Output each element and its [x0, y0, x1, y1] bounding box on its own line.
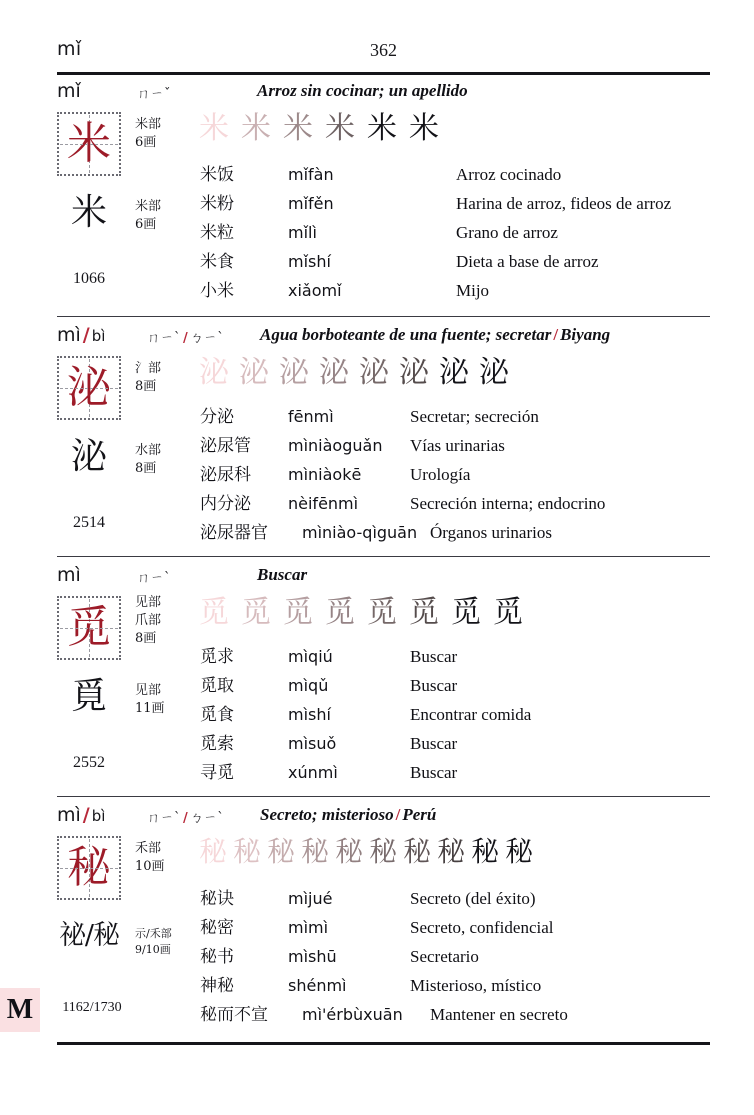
compound-definition: Misterioso, místico — [410, 976, 542, 995]
stroke-order-glyph: 泌 — [359, 355, 389, 390]
stroke-order-glyph: 秘 — [403, 835, 432, 868]
gloss-separator: / — [395, 805, 401, 824]
entry-index-number: 2552 — [73, 754, 105, 771]
radical-top: 禾部 — [135, 841, 162, 856]
radical-top: 米部 — [135, 117, 162, 132]
head-character-simplified: 米 — [67, 118, 111, 169]
entry-pinyin-alt: bì — [91, 807, 106, 825]
compound-row — [200, 278, 710, 307]
compound-hanzi: 觅食 — [200, 705, 234, 725]
compound-row — [200, 433, 710, 462]
radical-top: 见部 — [135, 595, 162, 610]
stroke-order-glyph: 泌 — [279, 355, 309, 390]
running-head — [57, 38, 710, 68]
entry-index-number: 1066 — [73, 270, 105, 287]
stroke-order-strip — [199, 835, 534, 868]
compound-pinyin: mǐfàn — [288, 165, 334, 184]
compound-hanzi: 米饭 — [200, 165, 234, 185]
compound-hanzi: 泌尿科 — [200, 465, 251, 485]
compound-row — [200, 673, 710, 702]
entry-header — [57, 804, 710, 832]
entry-pinyin — [57, 804, 105, 826]
entry-pinyin — [57, 564, 81, 586]
entry-zhuyin-main: ㄇㄧˋ — [147, 331, 182, 346]
compound-hanzi: 内分泌 — [200, 494, 251, 514]
footer-rule — [57, 1042, 710, 1045]
compound-definition: Órganos urinarios — [430, 523, 552, 542]
compound-row — [200, 220, 710, 249]
radical-info-top — [135, 116, 161, 152]
compound-definition: Buscar — [410, 676, 458, 695]
compound-pinyin: mìjué — [288, 889, 333, 908]
radical-info-top — [135, 594, 161, 648]
stroke-order-glyph: 觅 — [409, 595, 439, 630]
compound-definition: Buscar — [410, 763, 458, 782]
stroke-order-glyph: 秘 — [233, 835, 262, 868]
radical-bottom: 见部 — [135, 683, 162, 698]
compound-hanzi: 寻觅 — [200, 763, 234, 783]
compound-list — [200, 644, 710, 789]
strokes-bottom: 9/10画 — [135, 943, 171, 956]
compound-hanzi: 神秘 — [200, 976, 234, 996]
head-character-traditional: 泌 — [70, 436, 107, 477]
strokes-top: 8画 — [135, 631, 157, 646]
compound-pinyin: xúnmì — [288, 763, 338, 782]
stroke-order-strip — [199, 111, 439, 146]
compound-definition: Urología — [410, 465, 471, 484]
zhuyin-separator: / — [183, 811, 189, 826]
stroke-order-glyph: 米 — [241, 111, 271, 146]
compound-hanzi: 秘诀 — [200, 889, 234, 909]
stroke-order-glyph: 秘 — [437, 835, 466, 868]
compound-hanzi: 觅索 — [200, 734, 234, 754]
entry-zhuyin-main: ㄇㄧˋ — [147, 811, 182, 826]
compound-hanzi: 泌尿器官 — [200, 523, 268, 543]
radical-info-top — [135, 840, 165, 876]
page-number: 362 — [370, 40, 397, 60]
compound-hanzi: 泌尿管 — [200, 436, 251, 456]
stroke-order-glyph: 觅 — [325, 595, 355, 630]
head-character-simplified: 觅 — [67, 602, 111, 653]
compound-row — [200, 915, 710, 944]
head-character-traditional: 祕/秘 — [58, 920, 120, 951]
compound-definition: Grano de arroz — [456, 223, 558, 242]
radical-bottom: 示/禾部 — [135, 927, 172, 940]
stroke-order-glyph: 泌 — [479, 355, 509, 390]
compound-definition: Vías urinarias — [410, 436, 505, 455]
entry-zhuyin-alt: ㄅㄧˋ — [190, 811, 225, 826]
compound-row — [200, 462, 710, 491]
compound-row — [200, 760, 710, 789]
compound-pinyin: xiǎomǐ — [288, 281, 342, 300]
compound-pinyin: mìniàoguǎn — [288, 436, 383, 455]
compound-pinyin: shénmì — [288, 976, 347, 995]
radical-info-bottom — [135, 442, 161, 478]
strokes-bottom: 8画 — [135, 461, 157, 476]
entry-zhuyin — [137, 567, 171, 586]
entry-gloss-main: Agua borboteante de una fuente; secretar — [260, 325, 552, 344]
head-character-traditional: 覓 — [70, 676, 107, 717]
compound-list — [200, 404, 710, 549]
head-character-box — [57, 836, 121, 900]
compound-row — [200, 731, 710, 760]
stroke-order-glyph: 觅 — [451, 595, 481, 630]
stroke-order-glyph: 米 — [325, 111, 355, 146]
compound-definition: Secreción interna; endocrino — [410, 494, 606, 513]
entry-pinyin — [57, 324, 105, 346]
compound-pinyin: mìniào-qìguān — [302, 523, 418, 542]
radical-bottom: 水部 — [135, 443, 162, 458]
entry-pinyin-main: mì — [57, 804, 81, 826]
entry-gloss-main: Buscar — [257, 565, 308, 584]
compound-row — [200, 886, 710, 915]
entry-zhuyin — [147, 327, 224, 346]
running-head-pinyin: mǐ — [57, 38, 82, 60]
stroke-order-glyph: 泌 — [319, 355, 349, 390]
stroke-order-glyph: 秘 — [267, 835, 296, 868]
radical-top: 氵部 — [135, 361, 162, 376]
strokes-bottom: 11画 — [135, 701, 165, 716]
strokes-top: 6画 — [135, 135, 157, 150]
compound-row — [200, 404, 710, 433]
entry-pinyin-main: mǐ — [57, 80, 81, 102]
compound-definition: Secretar; secreción — [410, 407, 539, 426]
stroke-order-glyph: 秘 — [369, 835, 398, 868]
stroke-order-strip — [199, 595, 523, 630]
stroke-order-glyph: 米 — [283, 111, 313, 146]
compound-definition: Arroz cocinado — [456, 165, 562, 184]
compound-row — [200, 973, 710, 1002]
stroke-order-glyph: 泌 — [399, 355, 429, 390]
radical-info-bottom — [135, 682, 165, 718]
zhuyin-separator: / — [183, 331, 189, 346]
head-character-box — [57, 356, 121, 420]
compound-hanzi: 分泌 — [200, 407, 234, 427]
thumb-index-tab[interactable] — [0, 988, 40, 1032]
compound-hanzi: 觅取 — [200, 676, 234, 696]
entry-pinyin — [57, 80, 81, 102]
compound-definition: Encontrar comida — [410, 705, 532, 724]
entry-index-number: 2514 — [73, 514, 105, 531]
stroke-order-glyph: 米 — [199, 111, 229, 146]
compound-list — [200, 886, 710, 1031]
compound-pinyin: fēnmì — [288, 407, 334, 426]
entry-gloss-main: Secreto; misterioso — [260, 805, 394, 824]
stroke-order-glyph: 秘 — [335, 835, 364, 868]
stroke-order-glyph: 觅 — [283, 595, 313, 630]
entry-gloss — [260, 325, 610, 345]
strokes-top: 10画 — [135, 859, 165, 874]
entry-zhuyin-main: ㄇㄧˋ — [137, 571, 172, 586]
compound-hanzi: 觅求 — [200, 647, 234, 667]
compound-row — [200, 644, 710, 673]
compound-definition: Dieta a base de arroz — [456, 252, 599, 271]
compound-definition: Buscar — [410, 734, 458, 753]
entry-zhuyin — [147, 807, 224, 826]
compound-pinyin: mìqǔ — [288, 676, 329, 695]
compound-definition: Buscar — [410, 647, 458, 666]
entry-gloss-alt: Biyang — [560, 325, 611, 344]
compound-pinyin: mìshí — [288, 705, 331, 724]
entry-gloss — [257, 565, 307, 585]
stroke-order-glyph: 觅 — [493, 595, 523, 630]
radical-top-secondary: 爪部 — [135, 613, 162, 628]
compound-pinyin: mǐshí — [288, 252, 331, 271]
head-character-simplified: 泌 — [67, 362, 111, 413]
compound-row — [200, 520, 710, 549]
compound-hanzi: 米粒 — [200, 223, 234, 243]
head-character-traditional: 米 — [70, 192, 107, 233]
pinyin-separator: / — [82, 324, 90, 346]
stroke-order-glyph: 泌 — [439, 355, 469, 390]
stroke-order-glyph: 觅 — [367, 595, 397, 630]
compound-row — [200, 162, 710, 191]
compound-hanzi: 米食 — [200, 252, 234, 272]
compound-pinyin: mìsuǒ — [288, 734, 337, 753]
entry-header — [57, 324, 710, 352]
stroke-order-glyph: 泌 — [199, 355, 229, 390]
stroke-order-glyph: 米 — [409, 111, 439, 146]
stroke-order-glyph: 觅 — [199, 595, 229, 630]
strokes-bottom: 6画 — [135, 217, 157, 232]
radical-info-bottom — [135, 926, 172, 958]
stroke-order-glyph: 秘 — [505, 835, 534, 868]
compound-row — [200, 702, 710, 731]
compound-row — [200, 191, 710, 220]
entry-zhuyin-main: ㄇㄧˇ — [137, 87, 172, 102]
stroke-order-glyph: 米 — [367, 111, 397, 146]
entry-header — [57, 80, 710, 108]
head-character-box — [57, 596, 121, 660]
pinyin-separator: / — [82, 804, 90, 826]
compound-pinyin: mìniàokē — [288, 465, 362, 484]
entry-pinyin-main: mì — [57, 564, 81, 586]
entry-zhuyin-alt: ㄅㄧˋ — [190, 331, 225, 346]
thumb-index-letter: M — [6, 994, 34, 1025]
stroke-order-strip — [199, 355, 509, 390]
header-rule — [57, 72, 710, 75]
compound-pinyin: mìshū — [288, 947, 337, 966]
compound-definition: Mijo — [456, 281, 490, 300]
dictionary-entry — [57, 804, 710, 1034]
compound-definition: Secretario — [410, 947, 479, 966]
entry-divider — [57, 316, 710, 317]
entry-gloss-main: Arroz sin cocinar; un apellido — [257, 81, 468, 100]
entry-divider — [57, 796, 710, 797]
radical-info-bottom — [135, 198, 161, 234]
strokes-top: 8画 — [135, 379, 157, 394]
compound-definition: Harina de arroz, fideos de arroz — [456, 194, 672, 213]
compound-hanzi: 秘密 — [200, 918, 234, 938]
compound-hanzi: 米粉 — [200, 194, 234, 214]
compound-hanzi: 秘书 — [200, 947, 234, 967]
compound-pinyin: mǐfěn — [288, 194, 334, 213]
compound-pinyin: mì'érbùxuān — [302, 1005, 403, 1024]
compound-pinyin: mǐlì — [288, 223, 317, 242]
compound-pinyin: nèifēnmì — [288, 494, 359, 513]
head-character-simplified: 秘 — [67, 842, 111, 893]
dictionary-entry — [57, 324, 710, 552]
compound-row — [200, 944, 710, 973]
head-character-box — [57, 112, 121, 176]
radical-bottom: 米部 — [135, 199, 162, 214]
stroke-order-glyph: 泌 — [239, 355, 269, 390]
stroke-order-glyph: 秘 — [471, 835, 500, 868]
compound-pinyin: mìmì — [288, 918, 329, 937]
stroke-order-glyph: 觅 — [241, 595, 271, 630]
compound-row — [200, 1002, 710, 1031]
compound-pinyin: mìqiú — [288, 647, 333, 666]
entry-gloss-alt: Perú — [402, 805, 437, 824]
compound-row — [200, 491, 710, 520]
compound-row — [200, 249, 710, 278]
entry-zhuyin — [137, 83, 171, 102]
dictionary-entry — [57, 80, 710, 312]
entry-index-number: 1162/1730 — [62, 1000, 122, 1015]
entry-gloss — [257, 81, 468, 101]
entry-header — [57, 564, 710, 592]
entry-gloss — [260, 805, 436, 825]
entry-pinyin-alt: bì — [91, 327, 106, 345]
compound-definition: Secreto, confidencial — [410, 918, 554, 937]
entry-divider — [57, 556, 710, 557]
gloss-separator: / — [553, 325, 559, 344]
compound-definition: Mantener en secreto — [430, 1005, 568, 1024]
radical-info-top — [135, 360, 161, 396]
stroke-order-glyph: 秘 — [301, 835, 330, 868]
compound-definition: Secreto (del éxito) — [410, 889, 536, 908]
compound-hanzi: 小米 — [200, 281, 234, 301]
dictionary-entry — [57, 564, 710, 792]
stroke-order-glyph: 秘 — [199, 835, 228, 868]
compound-hanzi: 秘而不宣 — [200, 1005, 268, 1025]
compound-list — [200, 162, 710, 307]
entry-pinyin-main: mì — [57, 324, 81, 346]
